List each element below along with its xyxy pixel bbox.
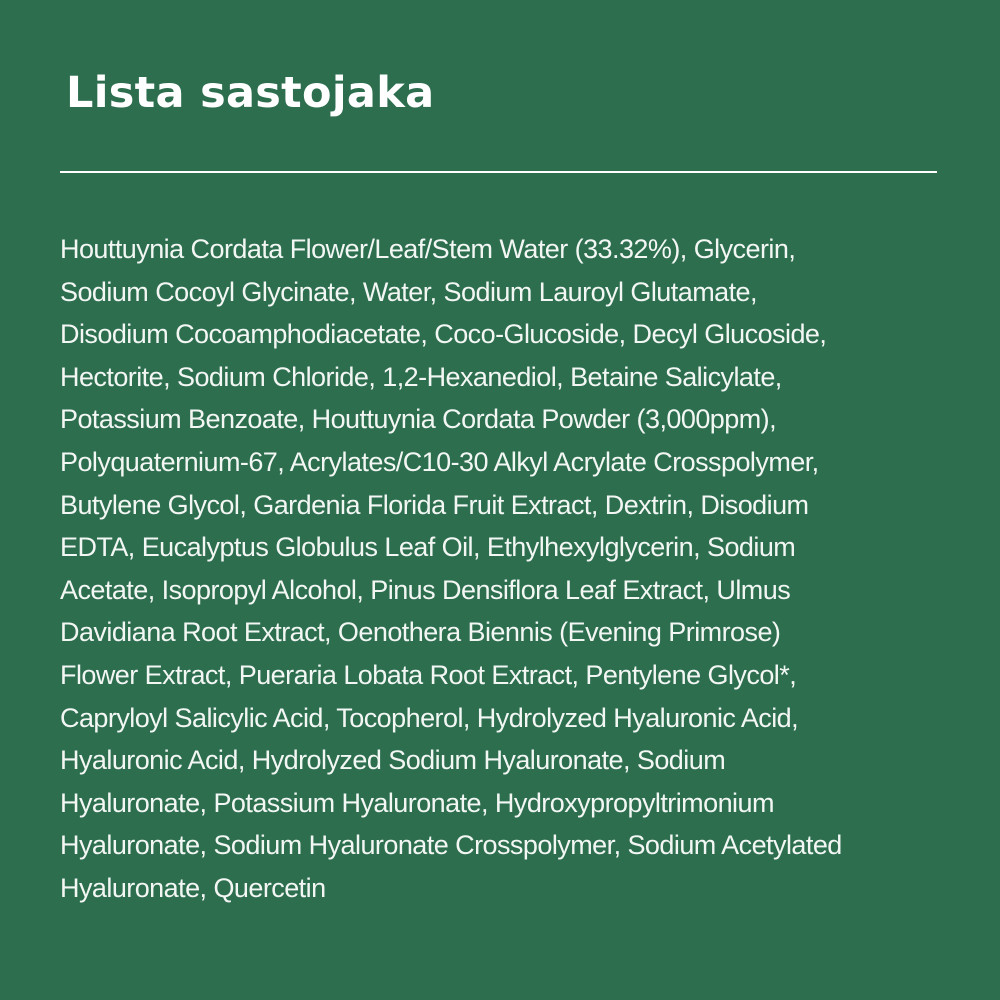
ingredients-line: Hyaluronate, Potassium Hyaluronate, Hydroxypropyltrimonium [60,787,774,818]
ingredients-line: Disodium Cocoamphodiacetate, Coco-Glucoside, Decyl Glucoside, [60,319,827,350]
ingredients-line: Houttuynia Cordata Flower/Leaf/Stem Water (33.32%), Glycerin, [60,234,796,264]
ingredients-line: Acetate, Isopropyl Alcohol, Pinus Densiflora Leaf Extract, Ulmus [60,574,791,605]
ingredients-line: Hyaluronate, Sodium Hyaluronate Crosspolymer, Sodium Acetylated [60,830,842,861]
ingredients-line: Flower Extract, Pueraria Lobata Root Extract, Pentylene Glycol*, [60,659,797,690]
ingredients-line: Sodium Cocoyl Glycinate, Water, Sodium Lauroyl Glutamate, [60,276,757,307]
title-divider [60,171,937,173]
ingredients-line: Polyquaternium-67, Acrylates/C10-30 Alkyl Acrylate Crosspolymer, [60,446,819,477]
ingredients-line: Hyaluronate, Quercetin [60,872,326,903]
ingredients-list [60,228,950,910]
ingredients-line: Capryloyl Salicylic Acid, Tocopherol, Hydrolyzed Hyaluronic Acid, [60,702,799,733]
ingredients-line: Hyaluronic Acid, Hydrolyzed Sodium Hyaluronate, Sodium [60,745,726,776]
ingredients-line: EDTA, Eucalyptus Globulus Leaf Oil, Ethylhexylglycerin, Sodium [60,532,796,563]
ingredients-line: Butylene Glycol, Gardenia Florida Fruit Extract, Dextrin, Disodium [60,489,809,520]
ingredients-line: Davidiana Root Extract, Oenothera Biennis (Evening Primrose) [60,617,781,648]
ingredients-line: Potassium Benzoate, Houttuynia Cordata Powder (3,000ppm), [60,404,777,435]
ingredients-line: Hectorite, Sodium Chloride, 1,2-Hexanediol, Betaine Salicylate, [60,361,782,392]
page-title: Lista sastojaka [66,68,435,118]
